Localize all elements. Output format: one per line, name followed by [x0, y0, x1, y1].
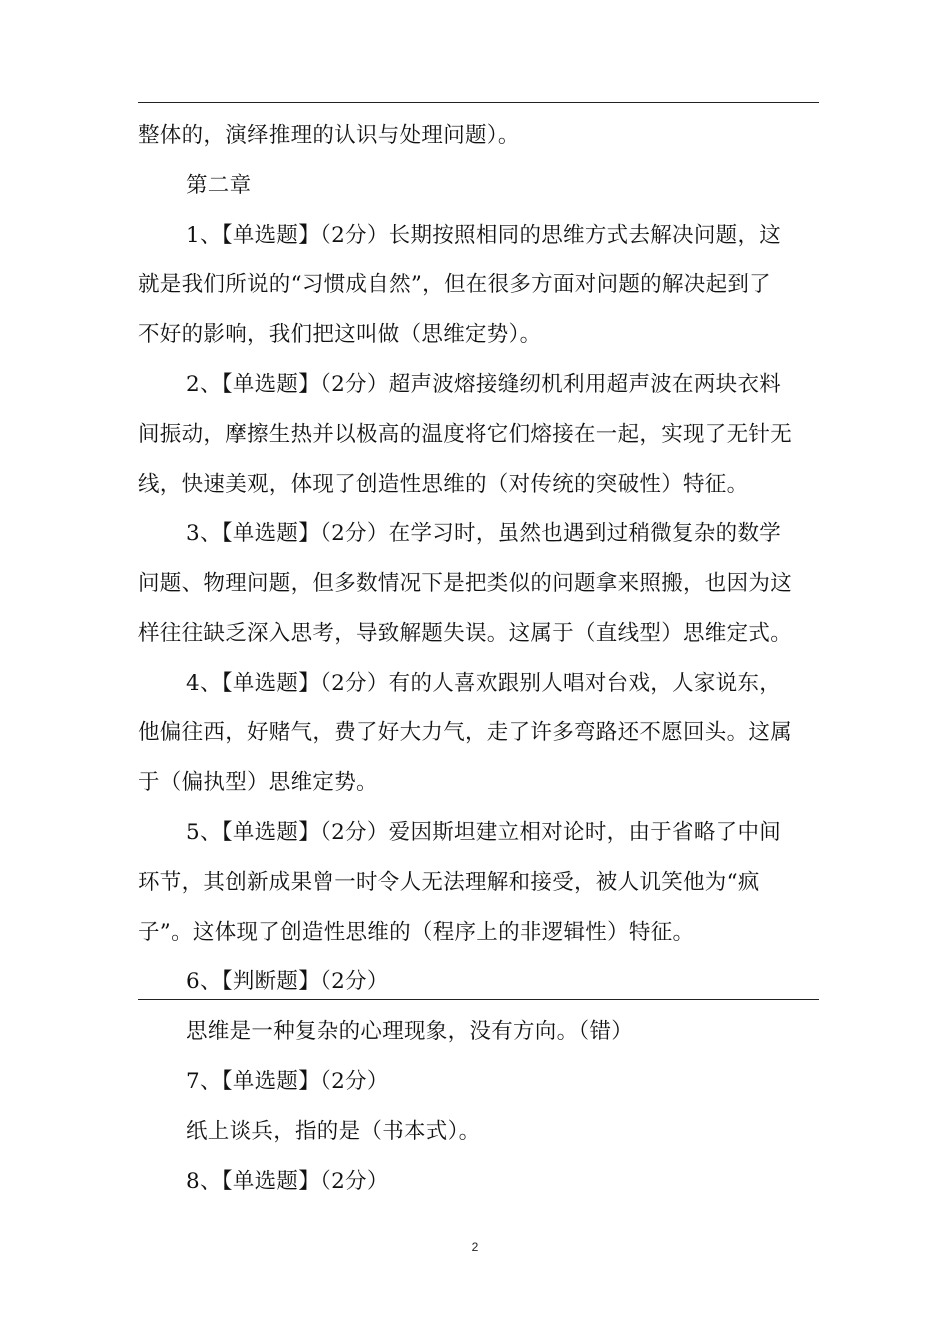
question-1-line-1: 1、【单选题】（2分）长期按照相同的思维方式去解决问题，这 [186, 223, 782, 248]
question-2-line-1: 2、【单选题】（2分）超声波熔接缝纫机利用超声波在两块衣料 [186, 372, 782, 397]
question-8-heading: 8、【单选题】（2分） [186, 1169, 389, 1194]
question-1-line-2: 就是我们所说的“习惯成自然”，但在很多方面对问题的解决起到了 [138, 272, 771, 297]
question-5-line-2: 环节，其创新成果曾一时令人无法理解和接受，被人讥笑他为“疯 [138, 870, 760, 895]
question-2-line-3: 线，快速美观，体现了创造性思维的（对传统的突破性）特征。 [138, 472, 749, 497]
question-6-answer: 思维是一种复杂的心理现象，没有方向。（错） [186, 1019, 634, 1044]
chapter-heading: 第二章 [186, 173, 252, 198]
header-rule [138, 102, 819, 103]
page-number: 2 [471, 1240, 479, 1254]
question-2-line-2: 间振动，摩擦生热并以极高的温度将它们熔接在一起，实现了无针无 [138, 422, 793, 447]
question-3-line-2: 问题、物理问题，但多数情况下是把类似的问题拿来照搬，也因为这 [138, 571, 793, 596]
question-4-line-1: 4、【单选题】（2分）有的人喜欢跟别人唱对台戏，人家说东， [186, 671, 782, 696]
text-line: 整体的，演绎推理的认识与处理问题）。 [138, 123, 520, 148]
question-3-line-3: 样往往缺乏深入思考，导致解题失误。这属于（直线型）思维定式。 [138, 621, 793, 646]
question-7-heading: 7、【单选题】（2分） [186, 1069, 389, 1094]
question-6-heading: 6、【判断题】（2分） [186, 969, 389, 994]
section-rule [138, 999, 819, 1000]
question-4-line-3: 于（偏执型）思维定势。 [138, 770, 378, 795]
question-7-answer: 纸上谈兵，指的是（书本式）。 [186, 1119, 481, 1144]
question-5-line-1: 5、【单选题】（2分）爱因斯坦建立相对论时，由于省略了中间 [186, 820, 782, 845]
question-3-line-1: 3、【单选题】（2分）在学习时，虽然也遇到过稍微复杂的数学 [186, 521, 782, 546]
question-5-line-3: 子”。这体现了创造性思维的（程序上的非逻辑性）特征。 [138, 920, 695, 945]
question-1-line-3: 不好的影响，我们把这叫做（思维定势）。 [138, 322, 542, 347]
question-4-line-2: 他偏往西，好赌气，费了好大力气，走了许多弯路还不愿回头。这属 [138, 720, 793, 745]
